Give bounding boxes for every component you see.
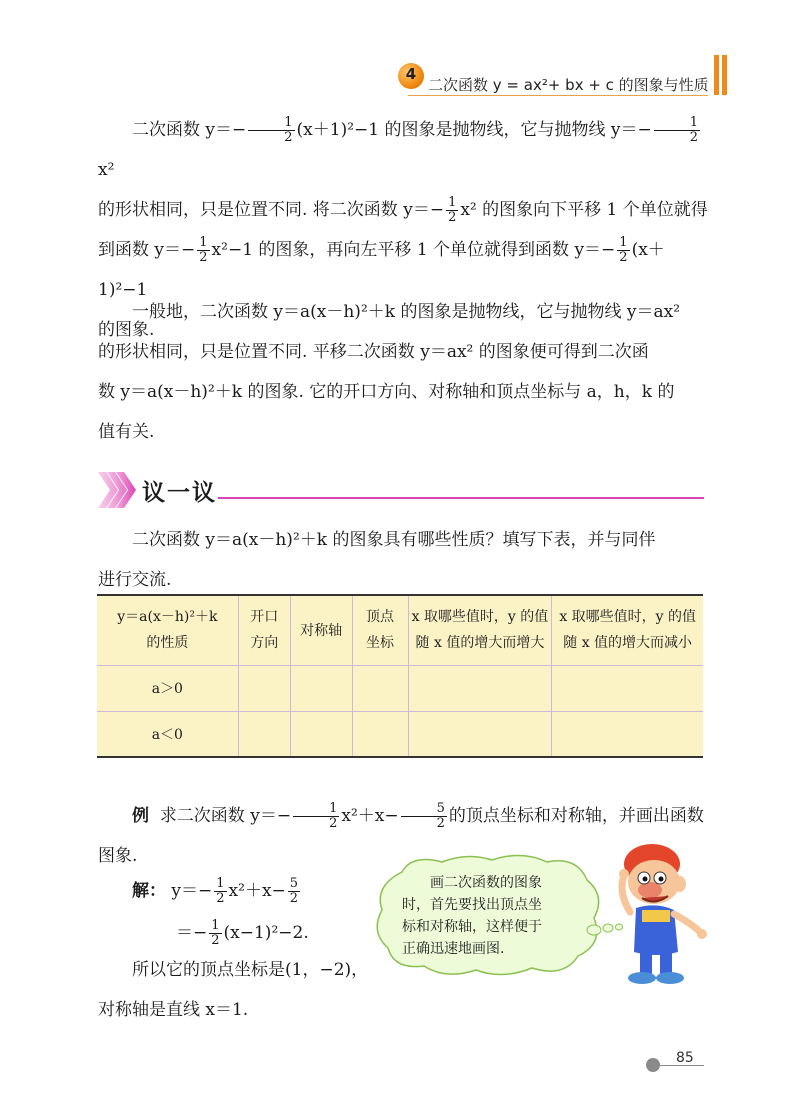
table-header-cell xyxy=(97,595,238,665)
page-dot xyxy=(646,1058,660,1072)
conclusion-text: 所以它的顶点坐标是(1，−2)， xyxy=(132,960,369,980)
fraction-den: 2 xyxy=(199,250,208,265)
header-bar-2 xyxy=(722,55,727,95)
header-line: 开口 xyxy=(250,609,279,626)
p1-text: 到函数 y＝− xyxy=(98,240,196,260)
example-text: 求二次函数 y＝− xyxy=(159,806,292,826)
fraction-num: 1 xyxy=(216,876,225,891)
table-cell[interactable] xyxy=(290,711,352,757)
chapter-number-badge xyxy=(398,63,424,89)
fraction-num: 1 xyxy=(199,235,208,250)
properties-table xyxy=(97,594,703,758)
p1-text: x²−1 的图象，再向左平移 1 个单位就得到函数 y＝− xyxy=(211,240,616,260)
fraction xyxy=(288,877,300,906)
fraction-num: 1 xyxy=(619,235,628,250)
p1-text: (x＋1)²−1 xyxy=(98,240,665,300)
example-label: 例 xyxy=(132,806,149,826)
header-line: 随 x 值的增大而增大 xyxy=(415,635,545,652)
tip-line: 标和对称轴，这样便于 xyxy=(402,919,542,935)
row-label: a＜0 xyxy=(97,711,238,757)
fraction-den: 2 xyxy=(216,891,225,906)
conclusion-block xyxy=(98,950,398,1030)
fraction-den: 2 xyxy=(284,130,293,145)
table-cell[interactable] xyxy=(352,711,408,757)
solution-text: x²＋x− xyxy=(228,881,286,901)
fraction-num: 1 xyxy=(448,195,457,210)
solution-block xyxy=(132,870,392,954)
conclusion-text: 对称轴是直线 x＝1. xyxy=(98,1000,249,1020)
fraction-num: 1 xyxy=(211,918,220,933)
section-title: 议一议 xyxy=(142,480,217,506)
fraction-num: 1 xyxy=(654,116,700,131)
header-line: 顶点 xyxy=(366,609,395,626)
solution-text: ＝− xyxy=(176,923,208,943)
row-label: a＞0 xyxy=(97,665,238,711)
p1-text: 二次函数 y＝− xyxy=(132,120,247,140)
solution-label: 解： xyxy=(132,881,166,901)
p1-text: x² xyxy=(98,160,115,180)
table-cell[interactable] xyxy=(408,711,552,757)
fraction xyxy=(654,116,700,145)
table-cell[interactable] xyxy=(290,665,352,711)
fraction-num: 5 xyxy=(289,876,299,891)
table-cell[interactable] xyxy=(238,665,290,711)
example-text: x²＋x− xyxy=(341,806,399,826)
fraction-den: 2 xyxy=(329,816,338,831)
tip-text xyxy=(402,872,582,960)
table-header-cell xyxy=(408,595,552,665)
header-line: 随 x 值的增大而减小 xyxy=(563,635,693,652)
p1-text: (x＋1)²−1 的图象是抛物线，它与抛物线 y＝− xyxy=(296,120,652,140)
tip-line: 时，首先要找出顶点坐 xyxy=(402,897,542,913)
table-header-cell xyxy=(352,595,408,665)
fraction-den: 2 xyxy=(689,130,699,145)
chapter-title: 二次函数 y = ax²+ bx + c 的图象与性质 xyxy=(428,76,709,94)
table-row xyxy=(97,665,703,711)
header-line: x 取哪些值时，y 的值 xyxy=(559,609,697,626)
p1-text: 的形状相同，只是位置不同. 将二次函数 y＝− xyxy=(98,200,445,220)
table-cell[interactable] xyxy=(238,711,290,757)
paragraph-general xyxy=(98,292,708,452)
chapter-number: 4 xyxy=(405,65,417,83)
fraction-den: 2 xyxy=(211,933,220,948)
fraction-num: 1 xyxy=(293,802,339,817)
table-header-cell xyxy=(290,595,352,665)
table-header-cell xyxy=(238,595,290,665)
solution-text: (x−1)²−2. xyxy=(223,923,309,943)
fraction-num: 5 xyxy=(401,802,447,817)
tip-line: 画二次函数的图象 xyxy=(430,875,542,891)
example-text: 的顶点坐标和对称轴，并画出函数 xyxy=(448,806,704,826)
header-line: 的性质 xyxy=(146,635,189,652)
table-row xyxy=(97,711,703,757)
fraction-den: 2 xyxy=(448,210,457,225)
fraction xyxy=(214,877,226,906)
fraction xyxy=(197,236,209,265)
fraction xyxy=(401,802,447,831)
section-intro xyxy=(98,520,708,600)
cartoon-character-illustration xyxy=(612,842,712,990)
p2-line: 一般地，二次函数 y＝a(x－h)²＋k 的图象是抛物线，它与抛物线 y＝ax² xyxy=(132,302,681,322)
p1-text: x² 的图象向下平移 1 个单位就得 xyxy=(460,200,708,220)
section-chevron-icon xyxy=(98,470,138,510)
page-number: 85 xyxy=(676,1050,694,1066)
fraction xyxy=(617,236,629,265)
fraction xyxy=(293,802,339,831)
p2-line: 的形状相同，只是位置不同. 平移二次函数 y＝ax² 的图象便可得到二次函 xyxy=(98,342,649,362)
tip-line: 正确迅速地画图. xyxy=(402,941,505,957)
example-text: 图象. xyxy=(98,846,138,866)
header-line: y＝a(x－h)²＋k xyxy=(117,609,218,626)
intro-line: 二次函数 y＝a(x－h)²＋k 的图象具有哪些性质？填写下表，并与同伴 xyxy=(132,530,656,550)
header-rule xyxy=(408,95,708,96)
fraction-den: 2 xyxy=(619,250,628,265)
p1-text: 的图象. xyxy=(98,320,155,340)
header-bar-1 xyxy=(714,55,719,95)
section-rule xyxy=(218,497,704,499)
header-line: 对称轴 xyxy=(300,623,343,640)
fraction-den: 2 xyxy=(289,891,299,906)
intro-line: 进行交流. xyxy=(98,570,172,590)
fraction xyxy=(248,116,294,145)
header-line: 坐标 xyxy=(366,635,395,652)
table-cell[interactable] xyxy=(408,665,552,711)
p2-line: 值有关. xyxy=(98,422,155,442)
table-cell[interactable] xyxy=(552,711,703,757)
p2-line: 数 y＝a(x－h)²＋k 的图象. 它的开口方向、对称轴和顶点坐标与 a，h，k 的 xyxy=(98,382,675,402)
fraction xyxy=(209,919,221,948)
fraction-den: 2 xyxy=(436,816,445,831)
fraction xyxy=(446,196,458,225)
table-header-cell xyxy=(552,595,703,665)
solution-text: y＝− xyxy=(171,881,213,901)
table-header-row xyxy=(97,595,703,665)
header-line: x 取哪些值时，y 的值 xyxy=(411,609,549,626)
header-line: 方向 xyxy=(250,635,279,652)
table-cell[interactable] xyxy=(352,665,408,711)
fraction-num: 1 xyxy=(248,116,294,131)
table-cell[interactable] xyxy=(552,665,703,711)
